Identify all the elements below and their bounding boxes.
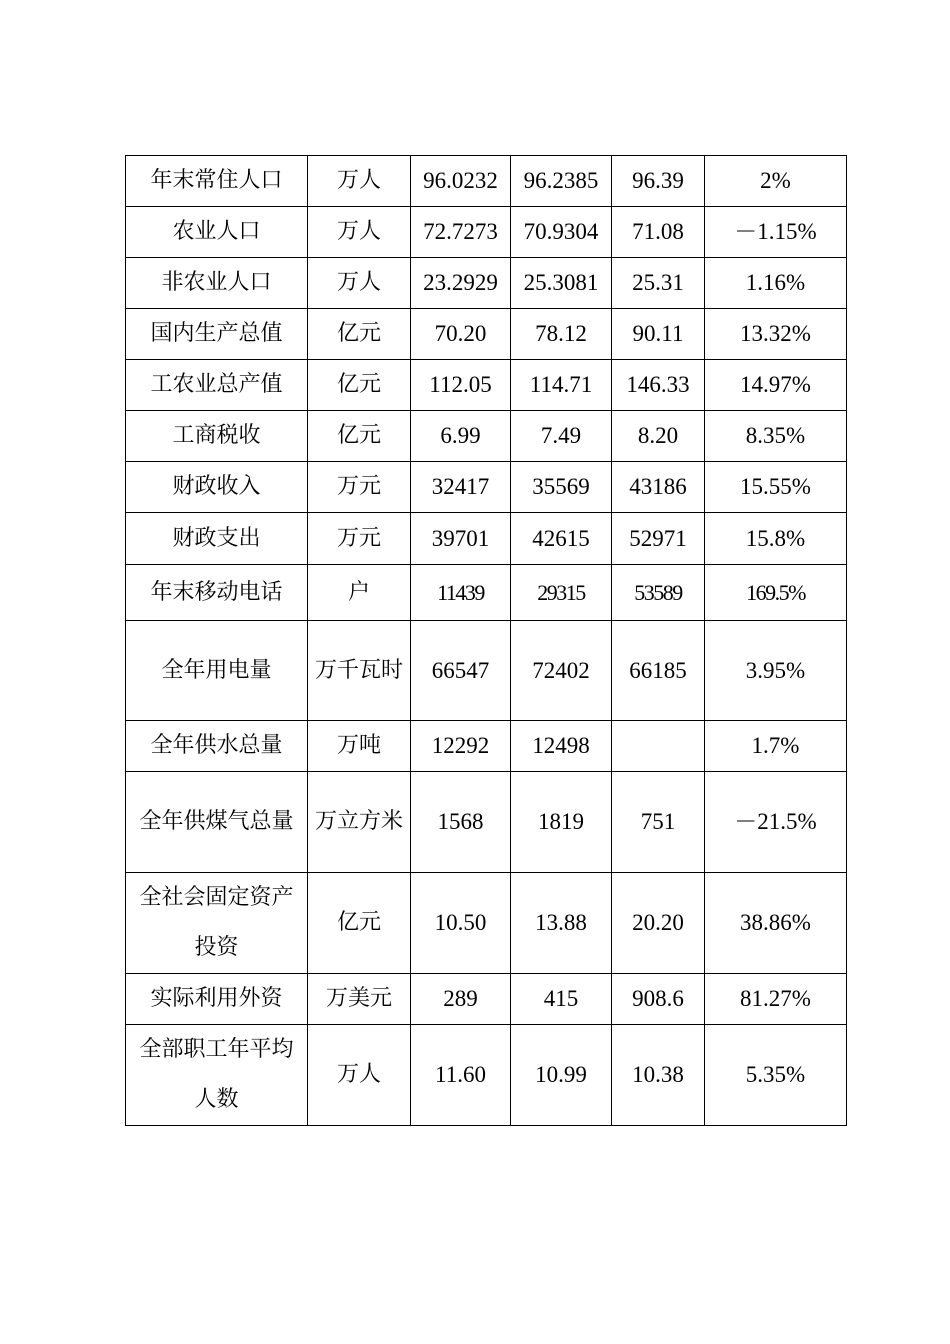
table-row [126, 772, 847, 873]
value-col1-cell: 289 [411, 974, 511, 1025]
value-col3-cell: 90.11 [612, 309, 705, 360]
unit-cell: 万人 [308, 258, 411, 309]
value-col3-cell: 25.31 [612, 258, 705, 309]
table-row [126, 721, 847, 772]
value-col3-cell: 96.39 [612, 156, 705, 207]
table-row [126, 411, 847, 462]
value-col3-cell: 53589 [612, 565, 705, 621]
value-col1-cell: 72.7273 [411, 207, 511, 258]
value-col2-cell: 72402 [511, 621, 612, 721]
indicator-name-cell: 实际利用外资 [126, 974, 308, 1025]
indicator-name-cell: 非农业人口 [126, 258, 308, 309]
value-col1-cell: 12292 [411, 721, 511, 772]
unit-cell: 万千瓦时 [308, 621, 411, 721]
value-col3-cell: 908.6 [612, 974, 705, 1025]
table-row [126, 565, 847, 621]
value-col1-cell: 39701 [411, 513, 511, 565]
growth-rate-cell: 3.95% [705, 621, 847, 721]
unit-cell: 万人 [308, 1025, 411, 1126]
table-row [126, 258, 847, 309]
growth-rate-cell: 2% [705, 156, 847, 207]
unit-cell: 万立方米 [308, 772, 411, 873]
indicator-name-cell: 财政支出 [126, 513, 308, 565]
growth-rate-cell: 1.7% [705, 721, 847, 772]
unit-cell: 亿元 [308, 411, 411, 462]
value-col2-cell: 12498 [511, 721, 612, 772]
indicator-name-cell: 全年用电量 [126, 621, 308, 721]
value-col1-cell: 96.0232 [411, 156, 511, 207]
value-col1-cell: 66547 [411, 621, 511, 721]
table-row [126, 873, 847, 974]
indicator-name-cell: 农业人口 [126, 207, 308, 258]
table-row [126, 207, 847, 258]
growth-rate-cell: 5.35% [705, 1025, 847, 1126]
value-col1-cell: 23.2929 [411, 258, 511, 309]
indicator-name-cell: 工农业总产值 [126, 360, 308, 411]
table-row [126, 513, 847, 565]
table-row [126, 156, 847, 207]
table-row [126, 1025, 847, 1126]
indicator-name-cell: 工商税收 [126, 411, 308, 462]
indicator-name-cell: 财政收入 [126, 462, 308, 513]
growth-rate-cell: 15.8% [705, 513, 847, 565]
unit-cell: 亿元 [308, 873, 411, 974]
value-col3-cell: 71.08 [612, 207, 705, 258]
value-col2-cell: 70.9304 [511, 207, 612, 258]
unit-cell: 亿元 [308, 309, 411, 360]
growth-rate-cell: 81.27% [705, 974, 847, 1025]
unit-cell: 万元 [308, 513, 411, 565]
table-row [126, 462, 847, 513]
growth-rate-cell: 1.16% [705, 258, 847, 309]
value-col1-cell: 10.50 [411, 873, 511, 974]
unit-cell: 户 [308, 565, 411, 621]
indicator-name-cell: 年末常住人口 [126, 156, 308, 207]
table-row [126, 360, 847, 411]
growth-rate-cell: 8.35% [705, 411, 847, 462]
value-col3-cell: 10.38 [612, 1025, 705, 1126]
unit-cell: 万人 [308, 156, 411, 207]
value-col2-cell: 7.49 [511, 411, 612, 462]
growth-rate-cell: －21.5% [705, 772, 847, 873]
value-col2-cell: 13.88 [511, 873, 612, 974]
statistics-table [125, 155, 847, 1126]
growth-rate-cell: －1.15% [705, 207, 847, 258]
value-col2-cell: 35569 [511, 462, 612, 513]
value-col1-cell: 11439 [411, 565, 511, 621]
growth-rate-cell: 13.32% [705, 309, 847, 360]
table-row [126, 974, 847, 1025]
indicator-name-cell: 全社会固定资产投资 [126, 873, 308, 974]
table-body [126, 156, 847, 1126]
indicator-name-cell: 全部职工年平均人数 [126, 1025, 308, 1126]
value-col2-cell: 10.99 [511, 1025, 612, 1126]
indicator-name-cell: 全年供煤气总量 [126, 772, 308, 873]
unit-cell: 亿元 [308, 360, 411, 411]
value-col2-cell: 96.2385 [511, 156, 612, 207]
value-col3-cell: 8.20 [612, 411, 705, 462]
value-col1-cell: 6.99 [411, 411, 511, 462]
value-col2-cell: 78.12 [511, 309, 612, 360]
value-col3-cell: 146.33 [612, 360, 705, 411]
unit-cell: 万人 [308, 207, 411, 258]
unit-cell: 万美元 [308, 974, 411, 1025]
indicator-name-cell: 国内生产总值 [126, 309, 308, 360]
growth-rate-cell: 38.86% [705, 873, 847, 974]
table-row [126, 621, 847, 721]
value-col2-cell: 25.3081 [511, 258, 612, 309]
value-col2-cell: 29315 [511, 565, 612, 621]
value-col2-cell: 114.71 [511, 360, 612, 411]
value-col1-cell: 32417 [411, 462, 511, 513]
growth-rate-cell: 169.5% [705, 565, 847, 621]
value-col2-cell: 42615 [511, 513, 612, 565]
value-col3-cell [612, 721, 705, 772]
value-col2-cell: 1819 [511, 772, 612, 873]
value-col3-cell: 43186 [612, 462, 705, 513]
value-col3-cell: 66185 [612, 621, 705, 721]
value-col1-cell: 1568 [411, 772, 511, 873]
value-col1-cell: 112.05 [411, 360, 511, 411]
value-col3-cell: 20.20 [612, 873, 705, 974]
value-col1-cell: 11.60 [411, 1025, 511, 1126]
growth-rate-cell: 14.97% [705, 360, 847, 411]
growth-rate-cell: 15.55% [705, 462, 847, 513]
indicator-name-cell: 年末移动电话 [126, 565, 308, 621]
unit-cell: 万吨 [308, 721, 411, 772]
value-col2-cell: 415 [511, 974, 612, 1025]
value-col3-cell: 52971 [612, 513, 705, 565]
unit-cell: 万元 [308, 462, 411, 513]
table-row [126, 309, 847, 360]
indicator-name-cell: 全年供水总量 [126, 721, 308, 772]
value-col3-cell: 751 [612, 772, 705, 873]
value-col1-cell: 70.20 [411, 309, 511, 360]
